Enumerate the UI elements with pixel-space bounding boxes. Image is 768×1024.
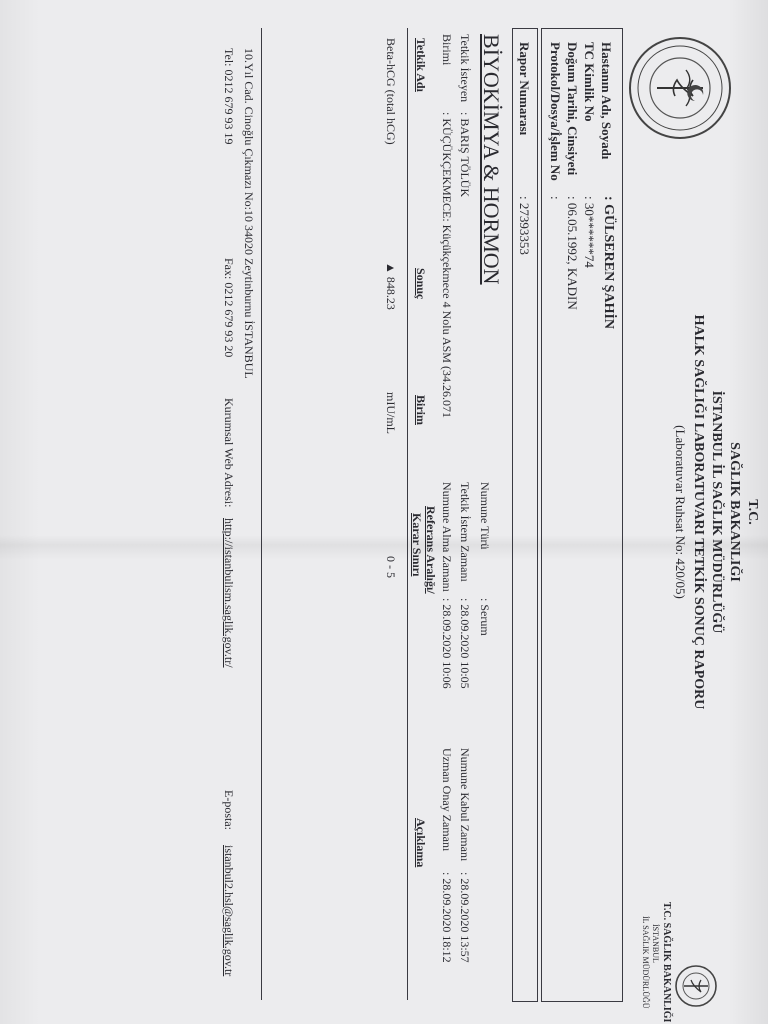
row-unit: mIU/mL xyxy=(384,392,398,434)
sample-type-label: Numune Türü xyxy=(478,482,492,550)
approval-time-value: : 28.09.2020 18:12 xyxy=(440,872,454,963)
footer-address: 10.Yıl Cad. Cinoğlu Çıkmazı No:10 34020 Zeytinburnu İSTANBUL xyxy=(242,48,256,379)
footer-divider xyxy=(261,28,262,1000)
approval-time-label: Uzman Onay Zamanı xyxy=(440,748,454,852)
unit-value: : KÜÇÜKÇEKMECE: Küçükçekmece 4 Nolu ASM (34.26.071 xyxy=(440,112,454,418)
org-logo-line2: İSTANBUL xyxy=(651,924,660,963)
header-ministry: SAĞLIK BAKANLIĞI xyxy=(727,442,742,582)
footer-web-link[interactable]: http://istanbulism.saglik.gov.tr/ xyxy=(222,518,236,668)
header-license: (Laboratuvar Ruhsat No: 420/05) xyxy=(673,425,688,599)
section-title: BİYOKİMYA & HORMON xyxy=(479,34,504,285)
col-test-name: Tetkik Adı xyxy=(414,38,428,92)
col-reference-line1: Referans Aralığı/ xyxy=(424,506,438,594)
footer-tel: Tel: 0212 679 93 19 xyxy=(222,48,236,145)
footer-email-label: E-posta: xyxy=(222,790,236,830)
header-tc: T.C. xyxy=(745,499,760,525)
patient-name-value: : GÜLSEREN ŞAHİN xyxy=(601,196,616,330)
report-number-label: Rapor Numarası xyxy=(517,42,532,136)
col-unit: Birim xyxy=(414,395,428,425)
accept-time-value: : 28.09.2020 13:57 xyxy=(458,872,472,963)
patient-name-label: Hastanın Adı, Soyadı xyxy=(599,42,614,160)
dob-gender-label: Doğum Tarihi, Cinsiyeti xyxy=(565,42,580,176)
report-number-value: : 27393353 xyxy=(517,196,532,255)
sample-type-value: : Serum xyxy=(478,598,492,636)
protocol-label: Protokol/Dosya/İşlem No xyxy=(548,42,563,181)
requester-label: Tetkik İsteyen xyxy=(458,34,472,103)
header-directorate: İSTANBUL İL SAĞLIK MÜDÜRLÜĞÜ xyxy=(709,390,724,634)
footer-email-link[interactable]: istanbul2.hsl@saglik.gov.tr xyxy=(222,845,236,977)
row-result-value: ▲ 848.23 xyxy=(384,262,398,310)
protocol-value: : xyxy=(548,196,563,200)
footer-web-label: Kurumsal Web Adresi: xyxy=(222,398,236,508)
table-header-divider xyxy=(407,28,408,1000)
col-reference-line2: Karar Sınırı xyxy=(410,513,424,577)
header-report-title: HALK SAĞLIĞI LABORATUVARI TETKİK SONUÇ RAPORU xyxy=(691,314,706,710)
org-logo xyxy=(623,902,718,1023)
collection-time-label: Numune Alma Zamanı xyxy=(440,482,454,592)
col-result: Sonuç xyxy=(414,268,428,300)
tc-id-label: TC Kimlik No xyxy=(582,42,597,122)
tc-id-value: : 30******74 xyxy=(582,196,597,268)
org-logo-line3: İL SAĞLIK MÜDÜRLÜĞÜ xyxy=(641,916,650,1009)
requester-value: : BARIŞ TÖLÜK xyxy=(458,112,472,198)
row-test-name: Beta-hCG (total hCG) xyxy=(384,38,398,145)
row-reference: 0 - 5 xyxy=(384,556,398,578)
request-time-label: Tetkik İstem Zamanı xyxy=(458,482,472,582)
org-logo-line1: T.C. SAĞLIK BAKANLIĞI xyxy=(661,902,672,1023)
collection-time-value: : 28.09.2020 10:06 xyxy=(440,598,454,689)
col-note: Açıklama xyxy=(414,818,428,868)
accept-time-label: Numune Kabul Zamanı xyxy=(458,748,472,862)
request-time-value: : 28.09.2020 10:05 xyxy=(458,598,472,689)
footer-fax: Fax: 0212 679 93 20 xyxy=(222,258,236,358)
unit-label: Birimi xyxy=(440,34,454,66)
dob-gender-value: : 06.05.1992, KADIN xyxy=(565,196,580,310)
report-number-box xyxy=(512,28,538,1002)
